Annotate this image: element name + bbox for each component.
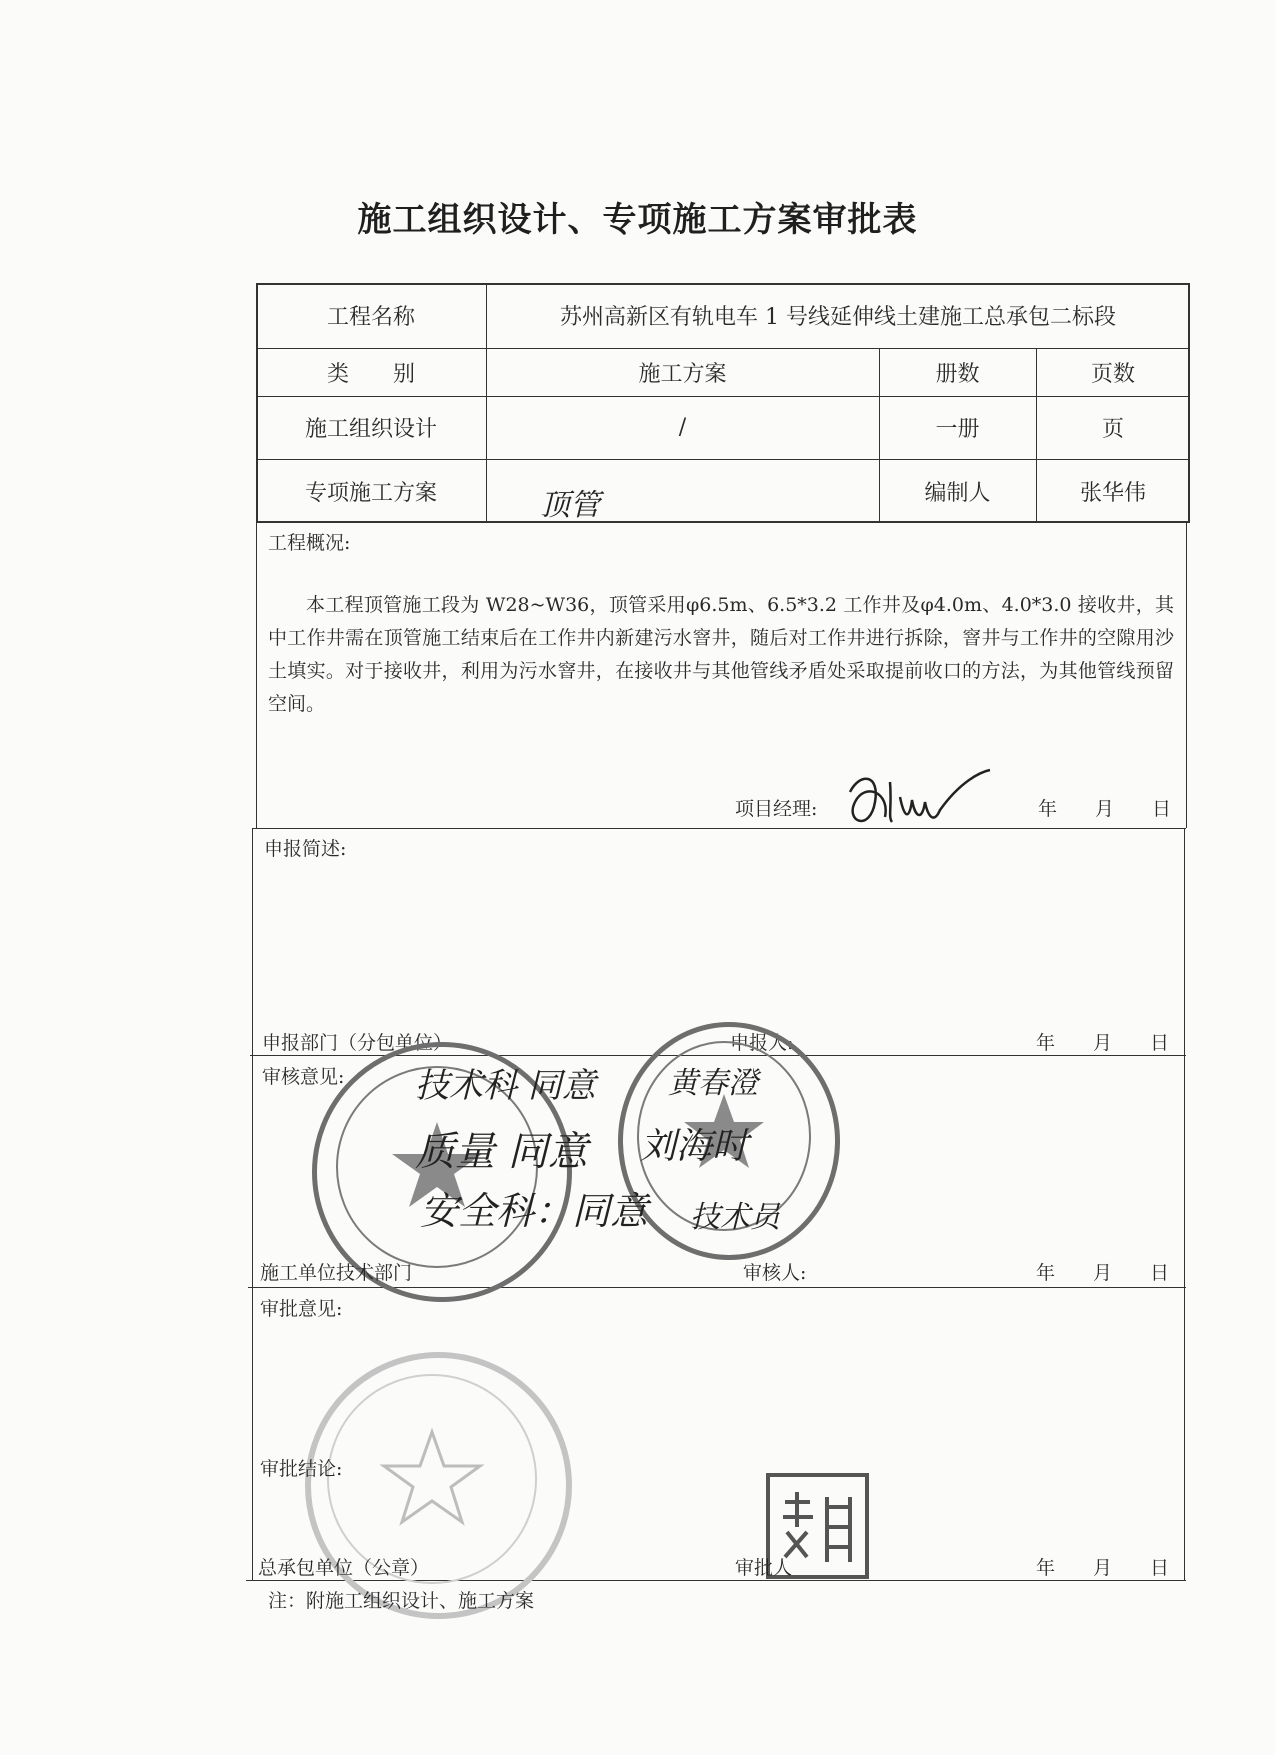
org-design-label: 施工组织设计 (304, 417, 437, 442)
project-name-value: 苏州高新区有轨电车 1 号线延伸线土建施工总承包二标段 (560, 305, 1116, 330)
review-handwritten-signature-1: 黄春澄 (668, 1066, 758, 1101)
org-design-plan-value: / (678, 415, 687, 440)
declaration-person-label: 申报人: (730, 1032, 794, 1054)
overview-date: 年 月 日 (1038, 798, 1172, 820)
page-title: 施工组织设计、专项施工方案审批表 (357, 200, 918, 240)
category-label: 类 别 (326, 361, 415, 387)
declaration-label: 申报简述: (264, 838, 347, 860)
right-border (1186, 523, 1187, 828)
left-border (252, 828, 253, 1580)
org-design-volumes-value: 一册 (935, 417, 980, 442)
special-plan-handwritten-value: 顶管 (540, 488, 600, 523)
project-manager-label: 项目经理: (735, 798, 818, 820)
review-handwritten-line-3: 安全科：同意 (420, 1189, 649, 1233)
review-label: 审核意见: (262, 1066, 345, 1088)
project-manager-signature (830, 762, 1000, 842)
reviewer-label: 审核人: (743, 1262, 807, 1284)
right-border (1184, 828, 1185, 1580)
approver-label: 审批人 (735, 1557, 793, 1579)
overview-text: 本工程顶管施工段为 W28~W36，顶管采用φ6.5m、6.5*3.2 工作井及φ4.0m、4.0*3.0 接收井，其中工作井需在顶管施工结束后在工作井内新建污水窨井，随后对工作井进行拆除，窨井与工作井的空隙用沙土填实。对于接收井，利用为污水窨井，在接收井与其他管线矛盾处采取提前收口的方法，为其他管线预留空间。 (268, 594, 1174, 715)
org-design-pages-value: 页 (1101, 417, 1124, 442)
left-border (256, 523, 257, 828)
approval-label: 审批意见: (260, 1298, 343, 1320)
approval-conclusion-label: 审批结论: (260, 1458, 343, 1480)
review-handwritten-line-2: 质量 同意 (415, 1129, 588, 1175)
approval-date: 年 月 日 (1036, 1557, 1170, 1579)
special-plan-label: 专项施工方案 (304, 480, 437, 506)
review-handwritten-signature-3: 技术员 (690, 1200, 780, 1235)
review-handwritten-signature-2: 刘海时 (640, 1126, 749, 1167)
project-name-label: 工程名称 (326, 305, 415, 330)
footnote: 注：附施工组织设计、施工方案 (268, 1590, 535, 1612)
review-dept-label: 施工单位技术部门 (260, 1262, 413, 1284)
review-handwritten-line-1: 技术科 同意 (415, 1066, 596, 1106)
overview-label: 工程概况: (268, 532, 351, 554)
section-divider (252, 828, 1186, 829)
volumes-column-header: 册数 (935, 361, 980, 387)
general-contractor-unit-label: 总承包单位（公章） (258, 1557, 430, 1579)
declaration-dept-label: 申报部门（分包单位） (262, 1032, 453, 1054)
compiler-value: 张华伟 (1079, 480, 1146, 506)
compiler-label: 编制人 (924, 480, 991, 506)
declaration-date: 年 月 日 (1036, 1032, 1170, 1054)
plan-column-header: 施工方案 (638, 361, 727, 387)
review-date: 年 月 日 (1036, 1262, 1170, 1284)
pages-column-header: 页数 (1090, 361, 1135, 387)
